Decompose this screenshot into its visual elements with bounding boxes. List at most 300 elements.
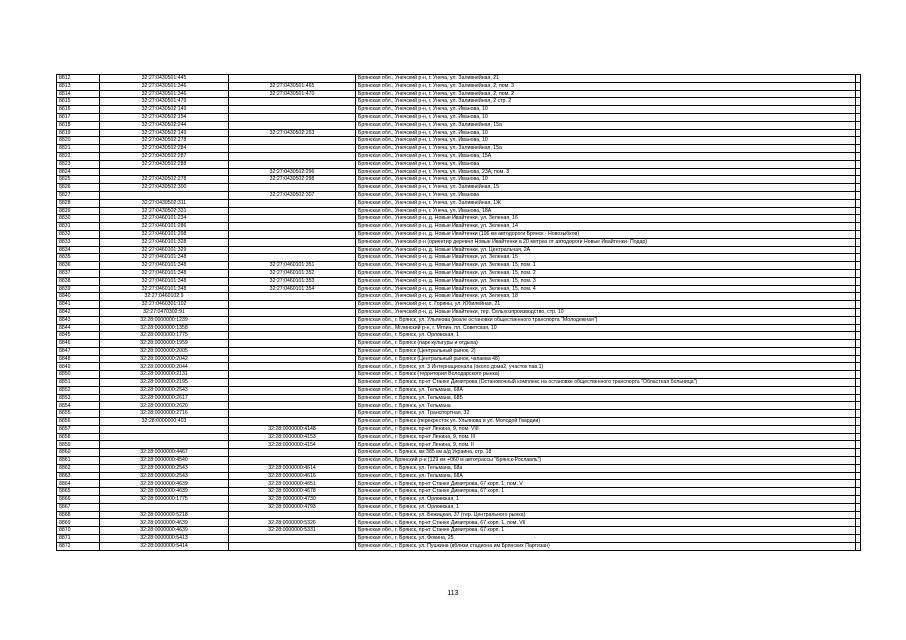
address-cell: Брянская обл., Унечский р-н, г. Унеча, ул. Иванова, 10 xyxy=(356,106,856,114)
empty-cell xyxy=(856,340,861,348)
empty-cell xyxy=(856,207,861,215)
table-row xyxy=(57,262,861,270)
table-row xyxy=(57,137,861,145)
sub-cadastral-number-cell: 32:28:0000000:5326 xyxy=(229,519,356,527)
address-cell: Брянская обл., Унечский р-н, г. Унеча, ул. Иванова, 18А xyxy=(356,207,856,215)
empty-cell xyxy=(856,332,861,340)
address-cell: Брянская обл., г. Брянск, ул. Транспортная, 32 xyxy=(356,410,856,418)
sub-cadastral-number-cell xyxy=(229,75,356,83)
row-number-cell: 8836 xyxy=(57,262,100,270)
row-number-cell: 8848 xyxy=(57,355,100,363)
address-cell: Брянская обл., г. Брянск, ул. Фокина, 25 xyxy=(356,535,856,543)
table-row xyxy=(57,308,861,316)
sub-cadastral-number-cell xyxy=(229,152,356,160)
cadastral-number-cell: 32:27:0430502:149 xyxy=(100,129,229,137)
table-row xyxy=(57,527,861,535)
cadastral-number-cell: 32:27:0430502:278 xyxy=(100,137,229,145)
row-number-cell: 8844 xyxy=(57,324,100,332)
row-number-cell: 8832 xyxy=(57,230,100,238)
row-number-cell: 8841 xyxy=(57,301,100,309)
table-row xyxy=(57,394,861,402)
table-row xyxy=(57,418,861,426)
sub-cadastral-number-cell: 32:28:0000000:4793 xyxy=(229,503,356,511)
empty-cell xyxy=(856,449,861,457)
row-number-cell: 8814 xyxy=(57,90,100,98)
cadastral-number-cell xyxy=(100,503,229,511)
empty-cell xyxy=(856,176,861,184)
row-number-cell: 8817 xyxy=(57,113,100,121)
cadastral-number-cell: 32:28:0000000:2617 xyxy=(100,394,229,402)
table-row xyxy=(57,269,861,277)
address-cell: Брянская обл., г. Брянск, ул. Тельмана xyxy=(356,402,856,410)
empty-cell xyxy=(856,246,861,254)
cadastral-number-cell: 32:28:0000000:2005 xyxy=(100,347,229,355)
row-number-cell: 8815 xyxy=(57,98,100,106)
row-number-cell: 8858 xyxy=(57,433,100,441)
empty-cell xyxy=(856,418,861,426)
sub-cadastral-number-cell: 32:28:0000000:4730 xyxy=(229,496,356,504)
empty-cell xyxy=(856,199,861,207)
sub-cadastral-number-cell xyxy=(229,199,356,207)
sub-cadastral-number-cell: 32:28:0000000:4154 xyxy=(229,441,356,449)
address-cell: Брянская обл., Унечский р-н, г. Унеча, ул. Заливнейная, 2 стр. 2 xyxy=(356,98,856,106)
sub-cadastral-number-cell xyxy=(229,230,356,238)
address-cell: Брянская обл., г. Брянск, ул. Бежицкая, 37 (тер. Центрального рынка) xyxy=(356,511,856,519)
empty-cell xyxy=(856,106,861,114)
page-number: 113 xyxy=(447,590,459,597)
address-cell: Брянская обл., г. Брянск, ул. Тельмана, 68а xyxy=(356,464,856,472)
empty-cell xyxy=(856,503,861,511)
row-number-cell: 8843 xyxy=(57,316,100,324)
sub-cadastral-number-cell xyxy=(229,511,356,519)
table-row xyxy=(57,246,861,254)
row-number-cell: 8842 xyxy=(57,308,100,316)
table-row xyxy=(57,168,861,176)
row-number-cell: 8831 xyxy=(57,223,100,231)
sub-cadastral-number-cell xyxy=(229,238,356,246)
sub-cadastral-number-cell xyxy=(229,418,356,426)
cadastral-number-cell: 32:27:0430502:244 xyxy=(100,121,229,129)
empty-cell xyxy=(856,90,861,98)
empty-cell xyxy=(856,308,861,316)
table-row xyxy=(57,160,861,168)
address-cell: Брянская обл., г. Брянск, км 385 км а/д Украина, стр. 18 xyxy=(356,449,856,457)
table-row xyxy=(57,402,861,410)
table-row xyxy=(57,184,861,192)
sub-cadastral-number-cell: 32:27:0430501:470 xyxy=(229,90,356,98)
empty-cell xyxy=(856,223,861,231)
cadastral-number-cell xyxy=(100,433,229,441)
sub-cadastral-number-cell xyxy=(229,121,356,129)
table-row xyxy=(57,113,861,121)
sub-cadastral-number-cell xyxy=(229,394,356,402)
sub-cadastral-number-cell xyxy=(229,324,356,332)
cadastral-number-cell: 32:27:0430502:288 xyxy=(100,160,229,168)
cadastral-number-cell: 32:27:0460101:286 xyxy=(100,223,229,231)
sub-cadastral-number-cell: 32:27:0460101:352 xyxy=(229,269,356,277)
row-number-cell: 8826 xyxy=(57,184,100,192)
address-cell: Брянская обл., Унечский р-н, с. Горяны, ул. Юбилейная, 21 xyxy=(356,301,856,309)
address-cell: Брянская обл., Унечский р-н, г. Унеча, ул. Заливнейная, 15а xyxy=(356,145,856,153)
cadastral-number-cell: 32:27:0430502:331 xyxy=(100,207,229,215)
address-cell: Брянская обл., Унечский р-н, д. Новые Ивайтенки, ул. Зеленая, 15 xyxy=(356,254,856,262)
row-number-cell: 8823 xyxy=(57,160,100,168)
table-row xyxy=(57,223,861,231)
table-row xyxy=(57,152,861,160)
empty-cell xyxy=(856,324,861,332)
sub-cadastral-number-cell xyxy=(229,535,356,543)
sub-cadastral-number-cell xyxy=(229,363,356,371)
cadastral-number-cell xyxy=(100,441,229,449)
cadastral-number-cell: 32:27:0460102:9 xyxy=(100,293,229,301)
sub-cadastral-number-cell xyxy=(229,137,356,145)
sub-cadastral-number-cell xyxy=(229,449,356,457)
address-cell: Брянская обл., г. Брянск, пр-кт Ленина, 9, пом. III xyxy=(356,433,856,441)
row-number-cell: 8835 xyxy=(57,254,100,262)
row-number-cell: 8839 xyxy=(57,285,100,293)
table-row xyxy=(57,542,861,550)
sub-cadastral-number-cell xyxy=(229,371,356,379)
empty-cell xyxy=(856,191,861,199)
sub-cadastral-number-cell xyxy=(229,246,356,254)
row-number-cell: 8859 xyxy=(57,441,100,449)
address-cell: Брянская обл., г. Брянск (парк культуры и отдыха) xyxy=(356,340,856,348)
table-row xyxy=(57,238,861,246)
table-row xyxy=(57,425,861,433)
registry-table xyxy=(56,74,861,551)
row-number-cell: 8856 xyxy=(57,418,100,426)
table-row xyxy=(57,480,861,488)
address-cell: Брянская обл., Унечский р-н, д. Новые Ивайтенки, ул. Зеленая, 14 xyxy=(356,223,856,231)
sub-cadastral-number-cell xyxy=(229,402,356,410)
cadastral-number-cell: 32:27:0460101:348 xyxy=(100,269,229,277)
table-row xyxy=(57,324,861,332)
address-cell: Брянская обл., Мглинский р-н, г. Мглин, пл. Советская, 10 xyxy=(356,324,856,332)
address-cell: Брянская обл., Унечский р-н, г. Унеча, ул. Иванова xyxy=(356,160,856,168)
row-number-cell: 8853 xyxy=(57,394,100,402)
empty-cell xyxy=(856,82,861,90)
address-cell: Брянская обл., Унечский р-н, г. Унеча, ул. Иванова, 10 xyxy=(356,113,856,121)
address-cell: Брянская обл., г. Брянск, ул. Тельмана, 68Б xyxy=(356,394,856,402)
cadastral-number-cell: 32:28:0000000:5413 xyxy=(100,535,229,543)
table-row xyxy=(57,106,861,114)
sub-cadastral-number-cell xyxy=(229,379,356,387)
sub-cadastral-number-cell xyxy=(229,316,356,324)
empty-cell xyxy=(856,277,861,285)
empty-cell xyxy=(856,160,861,168)
cadastral-number-cell: 32:28:0000000:2044 xyxy=(100,363,229,371)
row-number-cell: 8850 xyxy=(57,371,100,379)
cadastral-number-cell: 32:28:0000000:2716 xyxy=(100,410,229,418)
sub-cadastral-number-cell xyxy=(229,207,356,215)
empty-cell xyxy=(856,301,861,309)
row-number-cell: 8864 xyxy=(57,480,100,488)
cadastral-number-cell: 32:27:0460101:348 xyxy=(100,254,229,262)
cadastral-number-cell: 32:27:0460101:298 xyxy=(100,230,229,238)
address-cell: Брянская обл., г. Брянск, ул. Орловская, 1 xyxy=(356,332,856,340)
table-row xyxy=(57,433,861,441)
table-row xyxy=(57,176,861,184)
sub-cadastral-number-cell: 32:28:0000000:4616 xyxy=(229,472,356,480)
row-number-cell: 8868 xyxy=(57,511,100,519)
cadastral-number-cell: 32:27:0430501:346 xyxy=(100,90,229,98)
address-cell: Брянская обл., Унечский р-н, д. Новые Ивайтенки, ул. Зеленая, 15, пом. 4 xyxy=(356,285,856,293)
table-row xyxy=(57,75,861,83)
address-cell: Брянская обл., Унечский р-н (ориентир деревня Новые Ивайтенки в 20 метрах от автодороги Новые Ивайтенки- Подар) xyxy=(356,238,856,246)
empty-cell xyxy=(856,441,861,449)
cadastral-number-cell: 32:28:0000000:4639 xyxy=(100,527,229,535)
empty-cell xyxy=(856,363,861,371)
row-number-cell: 8822 xyxy=(57,152,100,160)
empty-cell xyxy=(856,480,861,488)
row-number-cell: 8861 xyxy=(57,457,100,465)
empty-cell xyxy=(856,379,861,387)
row-number-cell: 8824 xyxy=(57,168,100,176)
table-row xyxy=(57,98,861,106)
registry-table-body xyxy=(57,75,861,551)
table-row xyxy=(57,355,861,363)
cadastral-number-cell: 32:28:0000000:5218 xyxy=(100,511,229,519)
row-number-cell: 8829 xyxy=(57,207,100,215)
sub-cadastral-number-cell: 32:27:0430502:296 xyxy=(229,168,356,176)
table-row xyxy=(57,379,861,387)
cadastral-number-cell: 32:27:0460101:329 xyxy=(100,246,229,254)
cadastral-number-cell: 32:28:0000000:2620 xyxy=(100,402,229,410)
cadastral-number-cell: 32:27:0470302:91 xyxy=(100,308,229,316)
table-row xyxy=(57,371,861,379)
sub-cadastral-number-cell xyxy=(229,106,356,114)
sub-cadastral-number-cell: 32:27:0460101:351 xyxy=(229,262,356,270)
empty-cell xyxy=(856,535,861,543)
cadastral-number-cell: 32:28:0000000:2195 xyxy=(100,379,229,387)
address-cell: Брянская обл., г. Брянск, пр-кт Станке Димитрова, 67 корп. 1 xyxy=(356,527,856,535)
empty-cell xyxy=(856,433,861,441)
table-row xyxy=(57,301,861,309)
table-row xyxy=(57,285,861,293)
row-number-cell: 8837 xyxy=(57,269,100,277)
cadastral-number-cell: 32:27:0430502:311 xyxy=(100,199,229,207)
address-cell: Брянская обл., г. Брянск, пр-кт Ленина, 9, пом. VIII xyxy=(356,425,856,433)
table-row xyxy=(57,316,861,324)
address-cell: Брянская обл., Унечский р-н, г. Унеча, ул. Иванова, 10 xyxy=(356,176,856,184)
sub-cadastral-number-cell xyxy=(229,386,356,394)
cadastral-number-cell: 32:28:0000000:1775 xyxy=(100,332,229,340)
address-cell: Брянская обл., Унечский р-н, г. Унеча, ул. Заливнейная, 15 xyxy=(356,184,856,192)
table-row xyxy=(57,519,861,527)
row-number-cell: 8827 xyxy=(57,191,100,199)
address-cell: Брянская обл., Унечский р-н, г. Унеча, ул. Заливнейная, 15а xyxy=(356,121,856,129)
cadastral-number-cell: 32:28:0000000:2042 xyxy=(100,355,229,363)
cadastral-number-cell: 32:28:0000000:2543 xyxy=(100,464,229,472)
row-number-cell: 8855 xyxy=(57,410,100,418)
address-cell: Брянская обл., г. Брянск, ул. Тельмана, 68А xyxy=(356,472,856,480)
row-number-cell: 8828 xyxy=(57,199,100,207)
sub-cadastral-number-cell: 32:28:0000000:4678 xyxy=(229,488,356,496)
sub-cadastral-number-cell xyxy=(229,332,356,340)
row-number-cell: 8867 xyxy=(57,503,100,511)
address-cell: Брянская обл., г. Брянск, пр-кт Станке Димитрова, 67 корп. 1, пом. VII xyxy=(356,519,856,527)
cadastral-number-cell: 32:27:0460101:328 xyxy=(100,238,229,246)
empty-cell xyxy=(856,215,861,223)
empty-cell xyxy=(856,184,861,192)
cadastral-number-cell: 32:28:0000000:4540 xyxy=(100,457,229,465)
empty-cell xyxy=(856,152,861,160)
address-cell: Брянская обл., Брянский р-н (129 км +060 м автотрассы "Брянск-Рославль") xyxy=(356,457,856,465)
empty-cell xyxy=(856,238,861,246)
cadastral-number-cell: 32:27:0460101:234 xyxy=(100,215,229,223)
empty-cell xyxy=(856,75,861,83)
cadastral-number-cell: 32:28:0000000:403 xyxy=(100,418,229,426)
table-row xyxy=(57,472,861,480)
sub-cadastral-number-cell xyxy=(229,215,356,223)
table-row xyxy=(57,347,861,355)
sub-cadastral-number-cell: 32:28:0000000:4614 xyxy=(229,464,356,472)
address-cell: Брянская обл., Унечский р-н, д. Новые Ивайтенки, тер. Сельхозпроизводство, стр. 10 xyxy=(356,308,856,316)
row-number-cell: 8818 xyxy=(57,121,100,129)
row-number-cell: 8812 xyxy=(57,75,100,83)
row-number-cell: 8860 xyxy=(57,449,100,457)
cadastral-number-cell: 32:27:0430501:346 xyxy=(100,82,229,90)
cadastral-number-cell: 32:27:0460101:348 xyxy=(100,262,229,270)
empty-cell xyxy=(856,386,861,394)
sub-cadastral-number-cell xyxy=(229,160,356,168)
table-row xyxy=(57,410,861,418)
sub-cadastral-number-cell: 32:27:0430501:465 xyxy=(229,82,356,90)
address-cell: Брянская обл., Унечский р-н, г. Унеча, ул. Заливнейная, 2, пом. 3 xyxy=(356,82,856,90)
table-row xyxy=(57,215,861,223)
row-number-cell: 8851 xyxy=(57,379,100,387)
address-cell: Брянская обл., Унечский р-н, г. Унеча, ул. Иванова, 10 xyxy=(356,129,856,137)
empty-cell xyxy=(856,394,861,402)
cadastral-number-cell: 32:28:0000000:4467 xyxy=(100,449,229,457)
cadastral-number-cell: 32:28:0000000:2543 xyxy=(100,386,229,394)
address-cell: Брянская обл., г. Брянск, пр-кт Станке Димитрова (Остановочный комплекс на остановке общественного транспорта "Областная больница") xyxy=(356,379,856,387)
sub-cadastral-number-cell xyxy=(229,184,356,192)
table-row xyxy=(57,464,861,472)
table-row xyxy=(57,441,861,449)
row-number-cell: 8872 xyxy=(57,542,100,550)
address-cell: Брянская обл., Унечский р-н, г. Унеча, ул. Заливнейная, 1Ж xyxy=(356,199,856,207)
cadastral-number-cell xyxy=(100,191,229,199)
row-number-cell: 8821 xyxy=(57,145,100,153)
row-number-cell: 8857 xyxy=(57,425,100,433)
empty-cell xyxy=(856,285,861,293)
table-row xyxy=(57,332,861,340)
address-cell: Брянская обл., г. Брянск, ул. Пушкина (вблизи стадиона им Брянских Партизан) xyxy=(356,542,856,550)
address-cell: Брянская обл., г. Брянск (перекресток ул. Ульянова и ул. Молодой Гвардии) xyxy=(356,418,856,426)
cadastral-number-cell: 32:27:0430502:149 xyxy=(100,106,229,114)
row-number-cell: 8820 xyxy=(57,137,100,145)
cadastral-number-cell: 32:28:0000000:2131 xyxy=(100,371,229,379)
empty-cell xyxy=(856,269,861,277)
address-cell: Брянская обл., г. Брянск (территория Володарского рынка) xyxy=(356,371,856,379)
table-row xyxy=(57,207,861,215)
address-cell: Брянская обл., Унечский р-н, д. Новые Ивайтенки, ул. Зеленая, 18 xyxy=(356,293,856,301)
sub-cadastral-number-cell xyxy=(229,355,356,363)
cadastral-number-cell: 32:28:0000000:4639 xyxy=(100,519,229,527)
address-cell: Брянская обл., Унечский р-н, г. Унеча, ул. Иванова xyxy=(356,191,856,199)
sub-cadastral-number-cell xyxy=(229,293,356,301)
sub-cadastral-number-cell: 32:28:0000000:5331 xyxy=(229,527,356,535)
address-cell: Брянская обл., г. Брянск, ул. Орловская, 1 xyxy=(356,496,856,504)
table-row xyxy=(57,129,861,137)
empty-cell xyxy=(856,511,861,519)
empty-cell xyxy=(856,527,861,535)
row-number-cell: 8825 xyxy=(57,176,100,184)
row-number-cell: 8833 xyxy=(57,238,100,246)
row-number-cell: 8845 xyxy=(57,332,100,340)
cadastral-number-cell: 32:27:0430501:445 xyxy=(100,75,229,83)
row-number-cell: 8870 xyxy=(57,527,100,535)
sub-cadastral-number-cell: 32:28:0000000:4153 xyxy=(229,433,356,441)
table-row xyxy=(57,145,861,153)
row-number-cell: 8830 xyxy=(57,215,100,223)
address-cell: Брянская обл., Унечский р-н, г. Унеча, ул. Иванова, 23А, пом. 3 xyxy=(356,168,856,176)
table-row xyxy=(57,511,861,519)
sub-cadastral-number-cell xyxy=(229,340,356,348)
empty-cell xyxy=(856,464,861,472)
row-number-cell: 8854 xyxy=(57,402,100,410)
cadastral-number-cell: 32:28:0000000:1775 xyxy=(100,496,229,504)
row-number-cell: 8846 xyxy=(57,340,100,348)
row-number-cell: 8819 xyxy=(57,129,100,137)
sub-cadastral-number-cell xyxy=(229,98,356,106)
table-row xyxy=(57,535,861,543)
sub-cadastral-number-cell: 32:28:0000000:4651 xyxy=(229,480,356,488)
table-row xyxy=(57,191,861,199)
empty-cell xyxy=(856,488,861,496)
cadastral-number-cell: 32:28:0000000:1959 xyxy=(100,340,229,348)
table-row xyxy=(57,121,861,129)
sub-cadastral-number-cell xyxy=(229,301,356,309)
table-row xyxy=(57,340,861,348)
empty-cell xyxy=(856,129,861,137)
empty-cell xyxy=(856,168,861,176)
empty-cell xyxy=(856,98,861,106)
row-number-cell: 8871 xyxy=(57,535,100,543)
address-cell: Брянская обл., Унечский р-н, д. Новые Ивайтенки, ул. Зеленая, 15, пом. 2 xyxy=(356,269,856,277)
empty-cell xyxy=(856,121,861,129)
table-row xyxy=(57,496,861,504)
address-cell: Брянская обл., г. Брянск, пр-кт Станке Димитрова, 67 корп. 1 xyxy=(356,488,856,496)
address-cell: Брянская обл., г. Брянск, ул. 3 Интернационала (около дома2, участок пав.1) xyxy=(356,363,856,371)
address-cell: Брянская обл., Унечский р-н, д. Новые Ивайтенки, ул. Центральная, 2А xyxy=(356,246,856,254)
address-cell: Брянская обл., г. Брянск, пр-кт Ленина, 9, пом. II xyxy=(356,441,856,449)
empty-cell xyxy=(856,410,861,418)
cadastral-number-cell: 32:27:0460101:348 xyxy=(100,277,229,285)
row-number-cell: 8866 xyxy=(57,496,100,504)
cadastral-number-cell: 32:28:0000000:4639 xyxy=(100,480,229,488)
address-cell: Брянская обл., Унечский р-н, г. Унеча, ул. Иванова, 10 xyxy=(356,137,856,145)
cadastral-number-cell: 32:28:0000000:5414 xyxy=(100,542,229,550)
table-row xyxy=(57,90,861,98)
table-row xyxy=(57,230,861,238)
cadastral-number-cell: 32:28:0000000:4639 xyxy=(100,488,229,496)
empty-cell xyxy=(856,355,861,363)
address-cell: Брянская обл., Унечский р-н, д. Новые Ивайтенки (106 км автодороги Брянск - Новозыбков) xyxy=(356,230,856,238)
empty-cell xyxy=(856,145,861,153)
table-row xyxy=(57,293,861,301)
address-cell: Брянская обл., г. Брянск, ул. Тельмана, 68А xyxy=(356,386,856,394)
empty-cell xyxy=(856,254,861,262)
cadastral-number-cell: 32:27:0430502:284 xyxy=(100,145,229,153)
cadastral-number-cell: 32:28:0000000:1358 xyxy=(100,324,229,332)
cadastral-number-cell: 32:28:0000000:2543 xyxy=(100,472,229,480)
table-row xyxy=(57,254,861,262)
row-number-cell: 8849 xyxy=(57,363,100,371)
sub-cadastral-number-cell xyxy=(229,457,356,465)
sub-cadastral-number-cell xyxy=(229,347,356,355)
